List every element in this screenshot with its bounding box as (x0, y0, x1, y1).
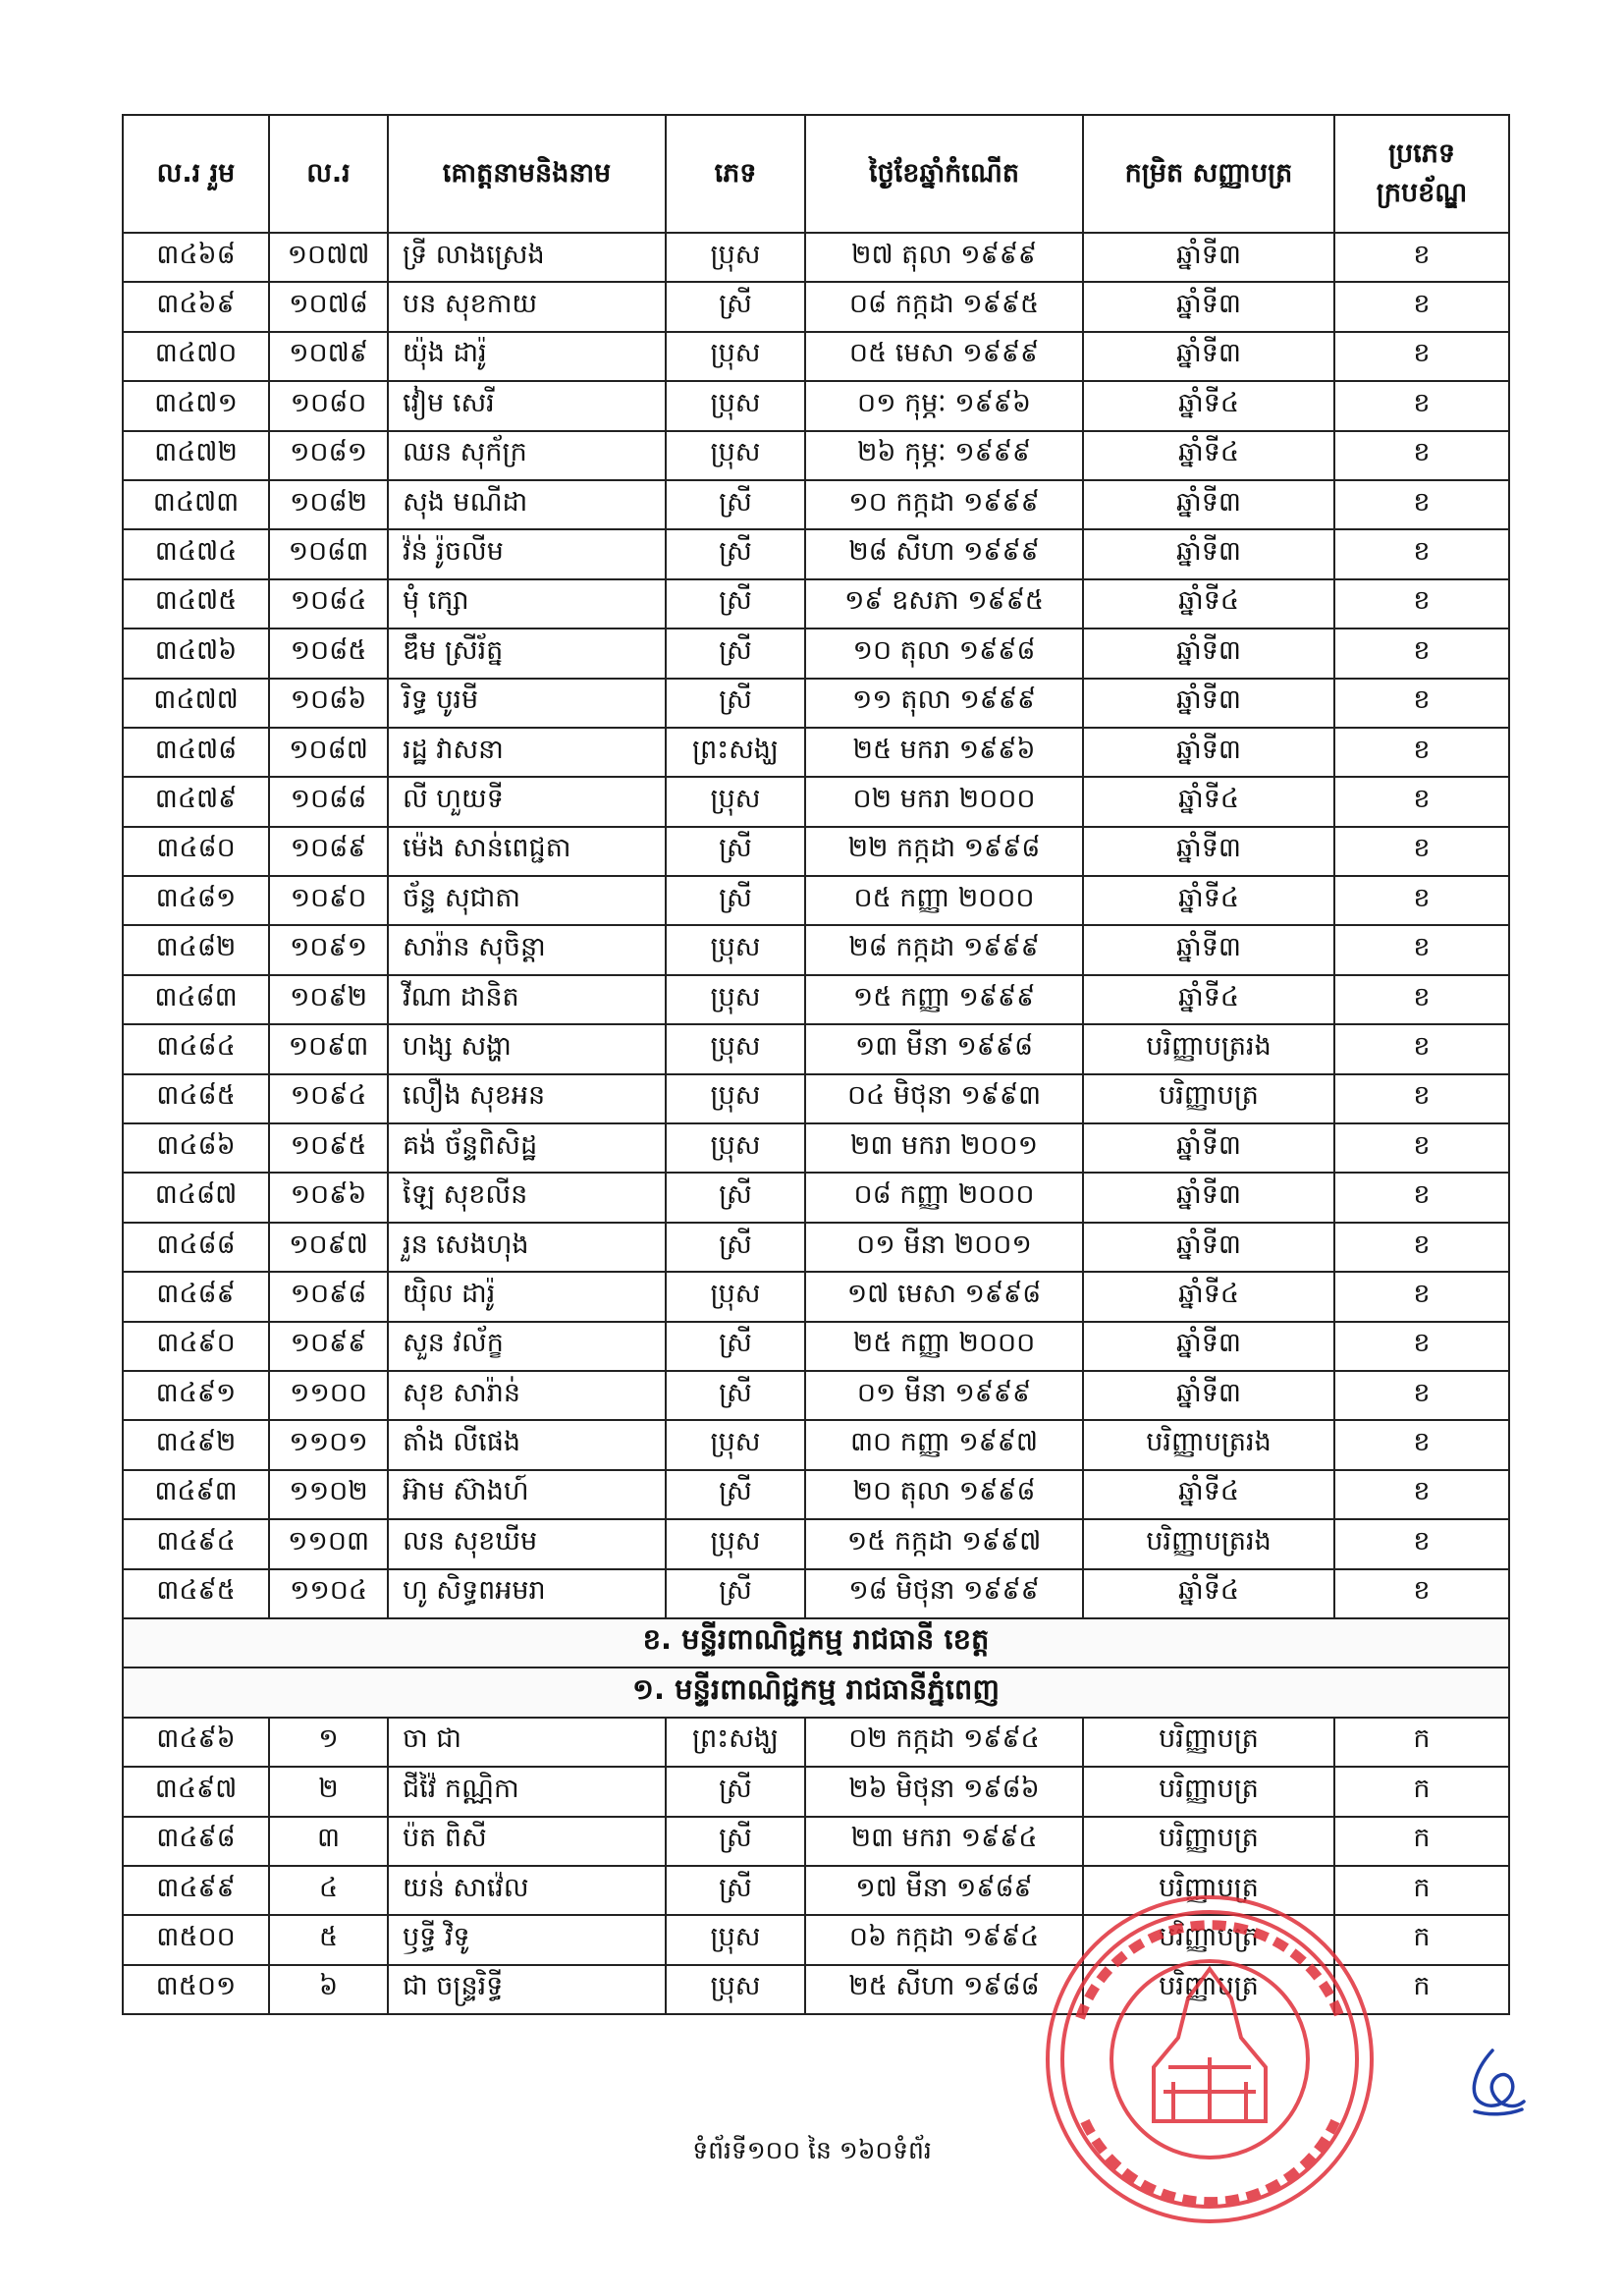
table-cell: ៣៤៩២ (123, 1420, 269, 1469)
table-cell: ១០៨១ (269, 431, 388, 480)
table-cell: ១០៩០ (269, 876, 388, 925)
table-row (123, 282, 1509, 331)
section-heading: ១. មន្ទីរពាណិជ្ជកម្ម រាជធានីភ្នំពេញ (123, 1667, 1509, 1717)
table-cell: ខ (1334, 876, 1509, 925)
table-cell: ២៦ កុម្ភៈ ១៩៩៩ (805, 431, 1083, 480)
table-cell: ១១០៣ (269, 1519, 388, 1568)
table-header-row (123, 115, 1509, 233)
table-cell: ៣៤៩៨ (123, 1817, 269, 1866)
table-cell: ខ (1334, 282, 1509, 331)
table-cell: ឆ្នាំទី៤ (1083, 777, 1334, 826)
table-cell: ១១០៤ (269, 1569, 388, 1618)
table-cell: ឆ្នាំទី៣ (1083, 233, 1334, 282)
table-cell: ១១ តុលា ១៩៩៩ (805, 679, 1083, 728)
table-cell: ១០៨៧ (269, 728, 388, 777)
table-cell: បរិញ្ញាបត្រ (1083, 1915, 1334, 1964)
table-cell: ក (1334, 1965, 1509, 2014)
table-cell: ៣៤៩៩ (123, 1866, 269, 1915)
table-cell: ៣៤៩៥ (123, 1569, 269, 1618)
table-cell: ខ (1334, 827, 1509, 876)
table-cell: ជា ចន្ទ្ររិទ្ធី (388, 1965, 666, 2014)
table-row (123, 1767, 1509, 1816)
table-row (123, 1024, 1509, 1073)
table-cell: ឫទ្ធី វិទូ (388, 1915, 666, 1964)
table-cell: ១៥ កក្កដា ១៩៩៧ (805, 1519, 1083, 1568)
table-cell: បរិញ្ញាបត្ររង (1083, 1420, 1334, 1469)
table-cell: ៣៤៩១ (123, 1371, 269, 1420)
table-cell: ១៧ មេសា ១៩៩៨ (805, 1272, 1083, 1321)
table-cell: ៣៤៧៨ (123, 728, 269, 777)
table-cell: ស្រី (666, 1866, 805, 1915)
table-cell: ឆ្នាំទី៤ (1083, 1569, 1334, 1618)
table-cell: ឆ្នាំទី៣ (1083, 679, 1334, 728)
table-cell: ឆ្នាំទី៣ (1083, 332, 1334, 381)
table-cell: បរិញ្ញាបត្ររង (1083, 1024, 1334, 1073)
table-cell: បរិញ្ញាបត្រ (1083, 1767, 1334, 1816)
table-cell: ១០៨៤ (269, 579, 388, 629)
table-cell: ៣៤៩៦ (123, 1718, 269, 1767)
table-cell: ៣៤៨៦ (123, 1123, 269, 1173)
table-row (123, 233, 1509, 282)
table-cell: ០៤ មិថុនា ១៩៩៣ (805, 1074, 1083, 1123)
table-cell: ៣៤៨០ (123, 827, 269, 876)
table-cell: ១០៩៧ (269, 1223, 388, 1272)
table-cell: ឆ្នាំទី៣ (1083, 1123, 1334, 1173)
table-cell: ខ (1334, 777, 1509, 826)
table-cell: ខ (1334, 679, 1509, 728)
table-cell: ៣៤៦៨ (123, 233, 269, 282)
table-cell: ១០៩៦ (269, 1173, 388, 1222)
table-cell: ០១ មីនា ១៩៩៩ (805, 1371, 1083, 1420)
table-cell: ៣៤៧៥ (123, 579, 269, 629)
table-cell: ១៣ មីនា ១៩៩៨ (805, 1024, 1083, 1073)
table-row (123, 629, 1509, 678)
table-cell: ក (1334, 1915, 1509, 1964)
table-cell: ២៥ មករា ១៩៩៦ (805, 728, 1083, 777)
table-cell: ៣៤៩៧ (123, 1767, 269, 1816)
table-cell: ជីវ៉ៃ កណ្ណិកា (388, 1767, 666, 1816)
table-cell: ទ្រី លាងស្រេង (388, 233, 666, 282)
table-cell: ២៨ សីហា ១៩៩៩ (805, 529, 1083, 578)
table-cell: សុង មណីដា (388, 480, 666, 529)
table-row (123, 1420, 1509, 1469)
table-cell: ២០ តុលា ១៩៩៨ (805, 1470, 1083, 1519)
table-cell: ហូ សិទ្ធពអមរា (388, 1569, 666, 1618)
table-cell: រិទ្ធ បូរមី (388, 679, 666, 728)
table-cell: ស្រី (666, 282, 805, 331)
table-cell: យន់ សាវ៉េល (388, 1866, 666, 1915)
table-cell: បរិញ្ញាបត្រ (1083, 1718, 1334, 1767)
table-row (123, 1817, 1509, 1866)
table-cell: ៦ (269, 1965, 388, 2014)
table-cell: ៣៤៨៩ (123, 1272, 269, 1321)
table-cell: ខ (1334, 233, 1509, 282)
table-cell: ខ (1334, 1322, 1509, 1371)
table-cell: ច័ន្ទ សុជាតា (388, 876, 666, 925)
table-cell: ៣៤៧៣ (123, 480, 269, 529)
table-cell: ០៦ កក្កដា ១៩៩៤ (805, 1915, 1083, 1964)
table-cell: ១០៨៩ (269, 827, 388, 876)
table-cell: ៣៤៩៤ (123, 1519, 269, 1568)
table-cell: ៣០ កញ្ញា ១៩៩៧ (805, 1420, 1083, 1469)
table-cell: ឆ្នាំទី៣ (1083, 1371, 1334, 1420)
table-cell: ក (1334, 1817, 1509, 1866)
table-cell: ស្រី (666, 827, 805, 876)
table-row (123, 876, 1509, 925)
table-cell: ស្រី (666, 876, 805, 925)
table-cell: ខ (1334, 1371, 1509, 1420)
table-row (123, 381, 1509, 430)
table-cell: វីណា ដានិត (388, 975, 666, 1024)
table-cell: ១០៩៨ (269, 1272, 388, 1321)
table-cell: ៤ (269, 1866, 388, 1915)
table-cell: ប្រុស (666, 925, 805, 974)
table-cell: ស្រី (666, 629, 805, 678)
table-cell: ១០៩១ (269, 925, 388, 974)
table-cell: ១០៨៣ (269, 529, 388, 578)
table-cell: ឆ្នាំទី៣ (1083, 629, 1334, 678)
table-cell: ស្រី (666, 1569, 805, 1618)
table-cell: ១១០២ (269, 1470, 388, 1519)
table-cell: បរិញ្ញាបត្រ (1083, 1965, 1334, 2014)
table-cell: បរិញ្ញាបត្រ (1083, 1074, 1334, 1123)
table-cell: ប្រុស (666, 1915, 805, 1964)
table-cell: ប្រុស (666, 1074, 805, 1123)
table-cell: បន សុខកាយ (388, 282, 666, 331)
signature-mark (1463, 2043, 1532, 2121)
table-cell: ៣៤៨៥ (123, 1074, 269, 1123)
table-cell: ៣៤៨៣ (123, 975, 269, 1024)
header-cell: ភេទ (666, 115, 805, 233)
table-cell: សុខ សារ៉ាន់ (388, 1371, 666, 1420)
table-cell: ១០៩៤ (269, 1074, 388, 1123)
table-row (123, 1569, 1509, 1618)
table-cell: ០១ មីនា ២០០១ (805, 1223, 1083, 1272)
table-cell: ២៨ កក្កដា ១៩៩៩ (805, 925, 1083, 974)
table-cell: ប្រុស (666, 332, 805, 381)
table-cell: ស្រី (666, 1223, 805, 1272)
table-cell: ឆ្នាំទី៣ (1083, 728, 1334, 777)
table-cell: ខ (1334, 332, 1509, 381)
table-cell: ឌឹម ស្រីរ័ត្ន (388, 629, 666, 678)
table-row (123, 777, 1509, 826)
table-cell: ឆ្នាំទី៤ (1083, 975, 1334, 1024)
table-cell: វៀម សេរី (388, 381, 666, 430)
table-cell: ២២ កក្កដា ១៩៩៨ (805, 827, 1083, 876)
table-cell: ៥ (269, 1915, 388, 1964)
table-cell: ព្រះសង្ឃ (666, 1718, 805, 1767)
table-cell: ខ (1334, 1470, 1509, 1519)
table-row (123, 925, 1509, 974)
table-cell: សួន វល័ក្ខ (388, 1322, 666, 1371)
table-cell: ឆ្នាំទី៣ (1083, 1223, 1334, 1272)
table-cell: ២៧ តុលា ១៩៩៩ (805, 233, 1083, 282)
table-cell: ក (1334, 1866, 1509, 1915)
table-cell: ៣៤៨៨ (123, 1223, 269, 1272)
table-cell: ១០៩៥ (269, 1123, 388, 1173)
table-cell: ប្រុស (666, 1024, 805, 1073)
table-cell: ២៥ កញ្ញា ២០០០ (805, 1322, 1083, 1371)
table-cell: ស្រី (666, 1322, 805, 1371)
table-cell: ប្រុស (666, 1272, 805, 1321)
table-row (123, 1173, 1509, 1222)
table-cell: ១៧ មីនា ១៩៨៩ (805, 1866, 1083, 1915)
table-cell: ២៣ មករា ២០០១ (805, 1123, 1083, 1173)
table-cell: ប្រុស (666, 1123, 805, 1173)
table-cell: ខ (1334, 480, 1509, 529)
table-cell: បរិញ្ញាបត្រ (1083, 1866, 1334, 1915)
table-cell: ឈន សុក័ក្រ (388, 431, 666, 480)
table-cell: ស្រី (666, 679, 805, 728)
table-row (123, 827, 1509, 876)
table-cell: ឆ្នាំទី៤ (1083, 381, 1334, 430)
table-cell: ៣៥០០ (123, 1915, 269, 1964)
table-cell: ខ (1334, 1569, 1509, 1618)
table-row (123, 1123, 1509, 1173)
table-cell: ០៨ កញ្ញា ២០០០ (805, 1173, 1083, 1222)
table-cell: ស្រី (666, 579, 805, 629)
table-cell: ឆ្នាំទី៤ (1083, 579, 1334, 629)
table-cell: ខ (1334, 431, 1509, 480)
table-cell: ឆ្នាំទី៤ (1083, 1272, 1334, 1321)
table-cell: ខ (1334, 1123, 1509, 1173)
table-cell: ១០៩៩ (269, 1322, 388, 1371)
table-cell: ស្រី (666, 1173, 805, 1222)
table-cell: ប្រុស (666, 1420, 805, 1469)
table-cell: ៣៤៧៤ (123, 529, 269, 578)
table-cell: រដ្ឋ វាសនា (388, 728, 666, 777)
table-cell: ឆ្នាំទី៣ (1083, 480, 1334, 529)
table-cell: ខ (1334, 1074, 1509, 1123)
section-row-provincial (123, 1618, 1509, 1667)
table-cell: ២ (269, 1767, 388, 1816)
table-cell: ខ (1334, 381, 1509, 430)
table-cell: ខ (1334, 1420, 1509, 1469)
table-cell: ៣៥០១ (123, 1965, 269, 2014)
table-cell: ១០៧៧ (269, 233, 388, 282)
table-cell: ឆ្នាំទី៤ (1083, 431, 1334, 480)
table-cell: ១០ តុលា ១៩៩៨ (805, 629, 1083, 678)
header-cell: ល.រ រួម (123, 115, 269, 233)
table-cell: ខ (1334, 629, 1509, 678)
table-body (123, 233, 1509, 2014)
table-row (123, 480, 1509, 529)
table-cell: ស្រី (666, 480, 805, 529)
table-cell: ប្រុស (666, 431, 805, 480)
table-cell: គង់ ច័ន្ទពិសិដ្ឋ (388, 1123, 666, 1173)
table-row (123, 1322, 1509, 1371)
table-row (123, 1519, 1509, 1568)
table-cell: ក (1334, 1718, 1509, 1767)
table-cell: ៣៤៧៩ (123, 777, 269, 826)
table-cell: ម៉េង សាន់ពេជ្ជតា (388, 827, 666, 876)
table-cell: ខ (1334, 579, 1509, 629)
header-cell: ប្រភេទ ក្របខ័ណ្ឌ (1334, 115, 1509, 233)
table-cell: ៣៤៩០ (123, 1322, 269, 1371)
table-cell: ១០៩៣ (269, 1024, 388, 1073)
table-cell: ក (1334, 1767, 1509, 1816)
table-cell: ៣៤៨៤ (123, 1024, 269, 1073)
table-cell: ស្រី (666, 1767, 805, 1816)
table-cell: ២៣ មករា ១៩៩៤ (805, 1817, 1083, 1866)
table-cell: ៣៤៨២ (123, 925, 269, 974)
table-cell: ឆ្នាំទី៣ (1083, 925, 1334, 974)
table-cell: ឡៃ សុខលីន (388, 1173, 666, 1222)
table-cell: ស្រី (666, 529, 805, 578)
table-cell: ១០៨០ (269, 381, 388, 430)
table-cell: ០២ កក្កដា ១៩៩៤ (805, 1718, 1083, 1767)
table-cell: ស្រី (666, 1470, 805, 1519)
table-row (123, 975, 1509, 1024)
table-cell: ០៥ មេសា ១៩៩៩ (805, 332, 1083, 381)
table-cell: ឆ្នាំទី៤ (1083, 1470, 1334, 1519)
table-cell: ១ (269, 1718, 388, 1767)
table-row (123, 1223, 1509, 1272)
official-seal-stamp (1041, 1890, 1380, 2229)
table-cell: ០៥ កញ្ញា ២០០០ (805, 876, 1083, 925)
table-row (123, 1371, 1509, 1420)
table-cell: លី ហួយទី (388, 777, 666, 826)
table-cell: ១០៨៦ (269, 679, 388, 728)
table-cell: ប្រុស (666, 1519, 805, 1568)
table-cell: ១៩ ឧសភា ១៩៩៥ (805, 579, 1083, 629)
table-cell: ១០៨២ (269, 480, 388, 529)
table-cell: ០១ កុម្ភៈ ១៩៩៦ (805, 381, 1083, 430)
table-row (123, 1718, 1509, 1767)
table-cell: ៣ (269, 1817, 388, 1866)
table-cell: ឆ្នាំទី៣ (1083, 282, 1334, 331)
table-cell: ១០៨៥ (269, 629, 388, 678)
table-cell: ៣៤៩៣ (123, 1470, 269, 1519)
table-row (123, 332, 1509, 381)
table-cell: ប្រុស (666, 381, 805, 430)
signature-stroke (1474, 2050, 1524, 2114)
table-cell: ២៦ មិថុនា ១៩៨៦ (805, 1767, 1083, 1816)
page-number: ទំព័រទី១០០ នៃ ១៦០ទំព័រ (692, 2136, 932, 2164)
table-row (123, 529, 1509, 578)
table-cell: ខ (1334, 925, 1509, 974)
table-cell: តាំង លីផេង (388, 1420, 666, 1469)
table-cell: ខ (1334, 1173, 1509, 1222)
header-cell: ថ្ងៃខែឆ្នាំកំណើត (805, 115, 1083, 233)
table-cell: ៣៤៧៧ (123, 679, 269, 728)
section-heading: ខ. មន្ទីរពាណិជ្ជកម្ម រាជធានី ខេត្ត (123, 1618, 1509, 1667)
table-cell: ៣៤៨១ (123, 876, 269, 925)
table-cell: ខ (1334, 1223, 1509, 1272)
table-cell: ប៉ត ពិសី (388, 1817, 666, 1866)
header-cell: ល.រ (269, 115, 388, 233)
table-cell: វ៉ន់ រ៉ូចលីម (388, 529, 666, 578)
table-cell: យ៉ុង ដារ៉ូ (388, 332, 666, 381)
table-cell: មុំ ក្សោ (388, 579, 666, 629)
table-cell: ១១០១ (269, 1420, 388, 1469)
section-row-phnom-penh (123, 1667, 1509, 1717)
table-cell: បរិញ្ញាបត្រ (1083, 1817, 1334, 1866)
seal-lettering-bottom (1085, 2121, 1335, 2202)
table-cell: ខ (1334, 1024, 1509, 1073)
table-cell: ឆ្នាំទី៣ (1083, 1322, 1334, 1371)
table-cell: ប្រុស (666, 777, 805, 826)
table-cell: ២៥ សីហា ១៩៨៨ (805, 1965, 1083, 2014)
table-cell: ហង្ស សង្ហា (388, 1024, 666, 1073)
table-cell: ឆ្នាំទី៣ (1083, 827, 1334, 876)
table-cell: ៣៤៨៧ (123, 1173, 269, 1222)
header-cell: គោត្តនាមនិងនាម (388, 115, 666, 233)
table-row (123, 679, 1509, 728)
table-row (123, 431, 1509, 480)
table-cell: ឆ្នាំទី៣ (1083, 1173, 1334, 1222)
table-cell: ប្រុស (666, 1965, 805, 2014)
table-cell: ប្រុស (666, 233, 805, 282)
table-cell: ឆ្នាំទី៤ (1083, 876, 1334, 925)
table-row (123, 1074, 1509, 1123)
table-cell: ១០៧៩ (269, 332, 388, 381)
table-cell: ខ (1334, 1519, 1509, 1568)
table-cell: ព្រះសង្ឃ (666, 728, 805, 777)
table-cell: ៣៤៦៩ (123, 282, 269, 331)
table-cell: ប្រុស (666, 975, 805, 1024)
table-cell: ខ (1334, 975, 1509, 1024)
table-cell: ១៨ មិថុនា ១៩៩៩ (805, 1569, 1083, 1618)
table-cell: ១០ កក្កដា ១៩៩៩ (805, 480, 1083, 529)
table-cell: ឆ្នាំទី៣ (1083, 529, 1334, 578)
table-cell: ស្រី (666, 1817, 805, 1866)
table-row (123, 1272, 1509, 1321)
table-cell: យ៉ិល ដារ៉ូ (388, 1272, 666, 1321)
table-cell: ០២ មករា ២០០០ (805, 777, 1083, 826)
header-cell: កម្រិត សញ្ញាបត្រ (1083, 115, 1334, 233)
table-cell: សារ៉ាន សុចិន្តា (388, 925, 666, 974)
table-cell: ខ (1334, 529, 1509, 578)
table-cell: ចា ជា (388, 1718, 666, 1767)
table-cell: រួន សេងហុង (388, 1223, 666, 1272)
staff-roster-table (122, 114, 1510, 2015)
table-cell: អ៊ាម ស៊ាងហ៍ (388, 1470, 666, 1519)
table-cell: ៣៤៧៦ (123, 629, 269, 678)
table-cell: ស្រី (666, 1371, 805, 1420)
table-row (123, 728, 1509, 777)
table-cell: ១៥ កញ្ញា ១៩៩៩ (805, 975, 1083, 1024)
table-cell: ៣៤៧០ (123, 332, 269, 381)
table-cell: ខ (1334, 728, 1509, 777)
table-cell: ៣៤៧១ (123, 381, 269, 430)
table-cell: ១០៧៨ (269, 282, 388, 331)
seal-emblem-lines (1164, 2057, 1256, 2121)
table-cell: ៣៤៧២ (123, 431, 269, 480)
table-cell: ១១០០ (269, 1371, 388, 1420)
table-cell: បរិញ្ញាបត្ររង (1083, 1519, 1334, 1568)
table-cell: ១០៨៨ (269, 777, 388, 826)
table-cell: លន សុខឃីម (388, 1519, 666, 1568)
table-row (123, 1470, 1509, 1519)
table-cell: លឿង សុខអន (388, 1074, 666, 1123)
table-cell: ០៨ កក្កដា ១៩៩៥ (805, 282, 1083, 331)
table-cell: ខ (1334, 1272, 1509, 1321)
table-row (123, 579, 1509, 629)
table-cell: ១០៩២ (269, 975, 388, 1024)
